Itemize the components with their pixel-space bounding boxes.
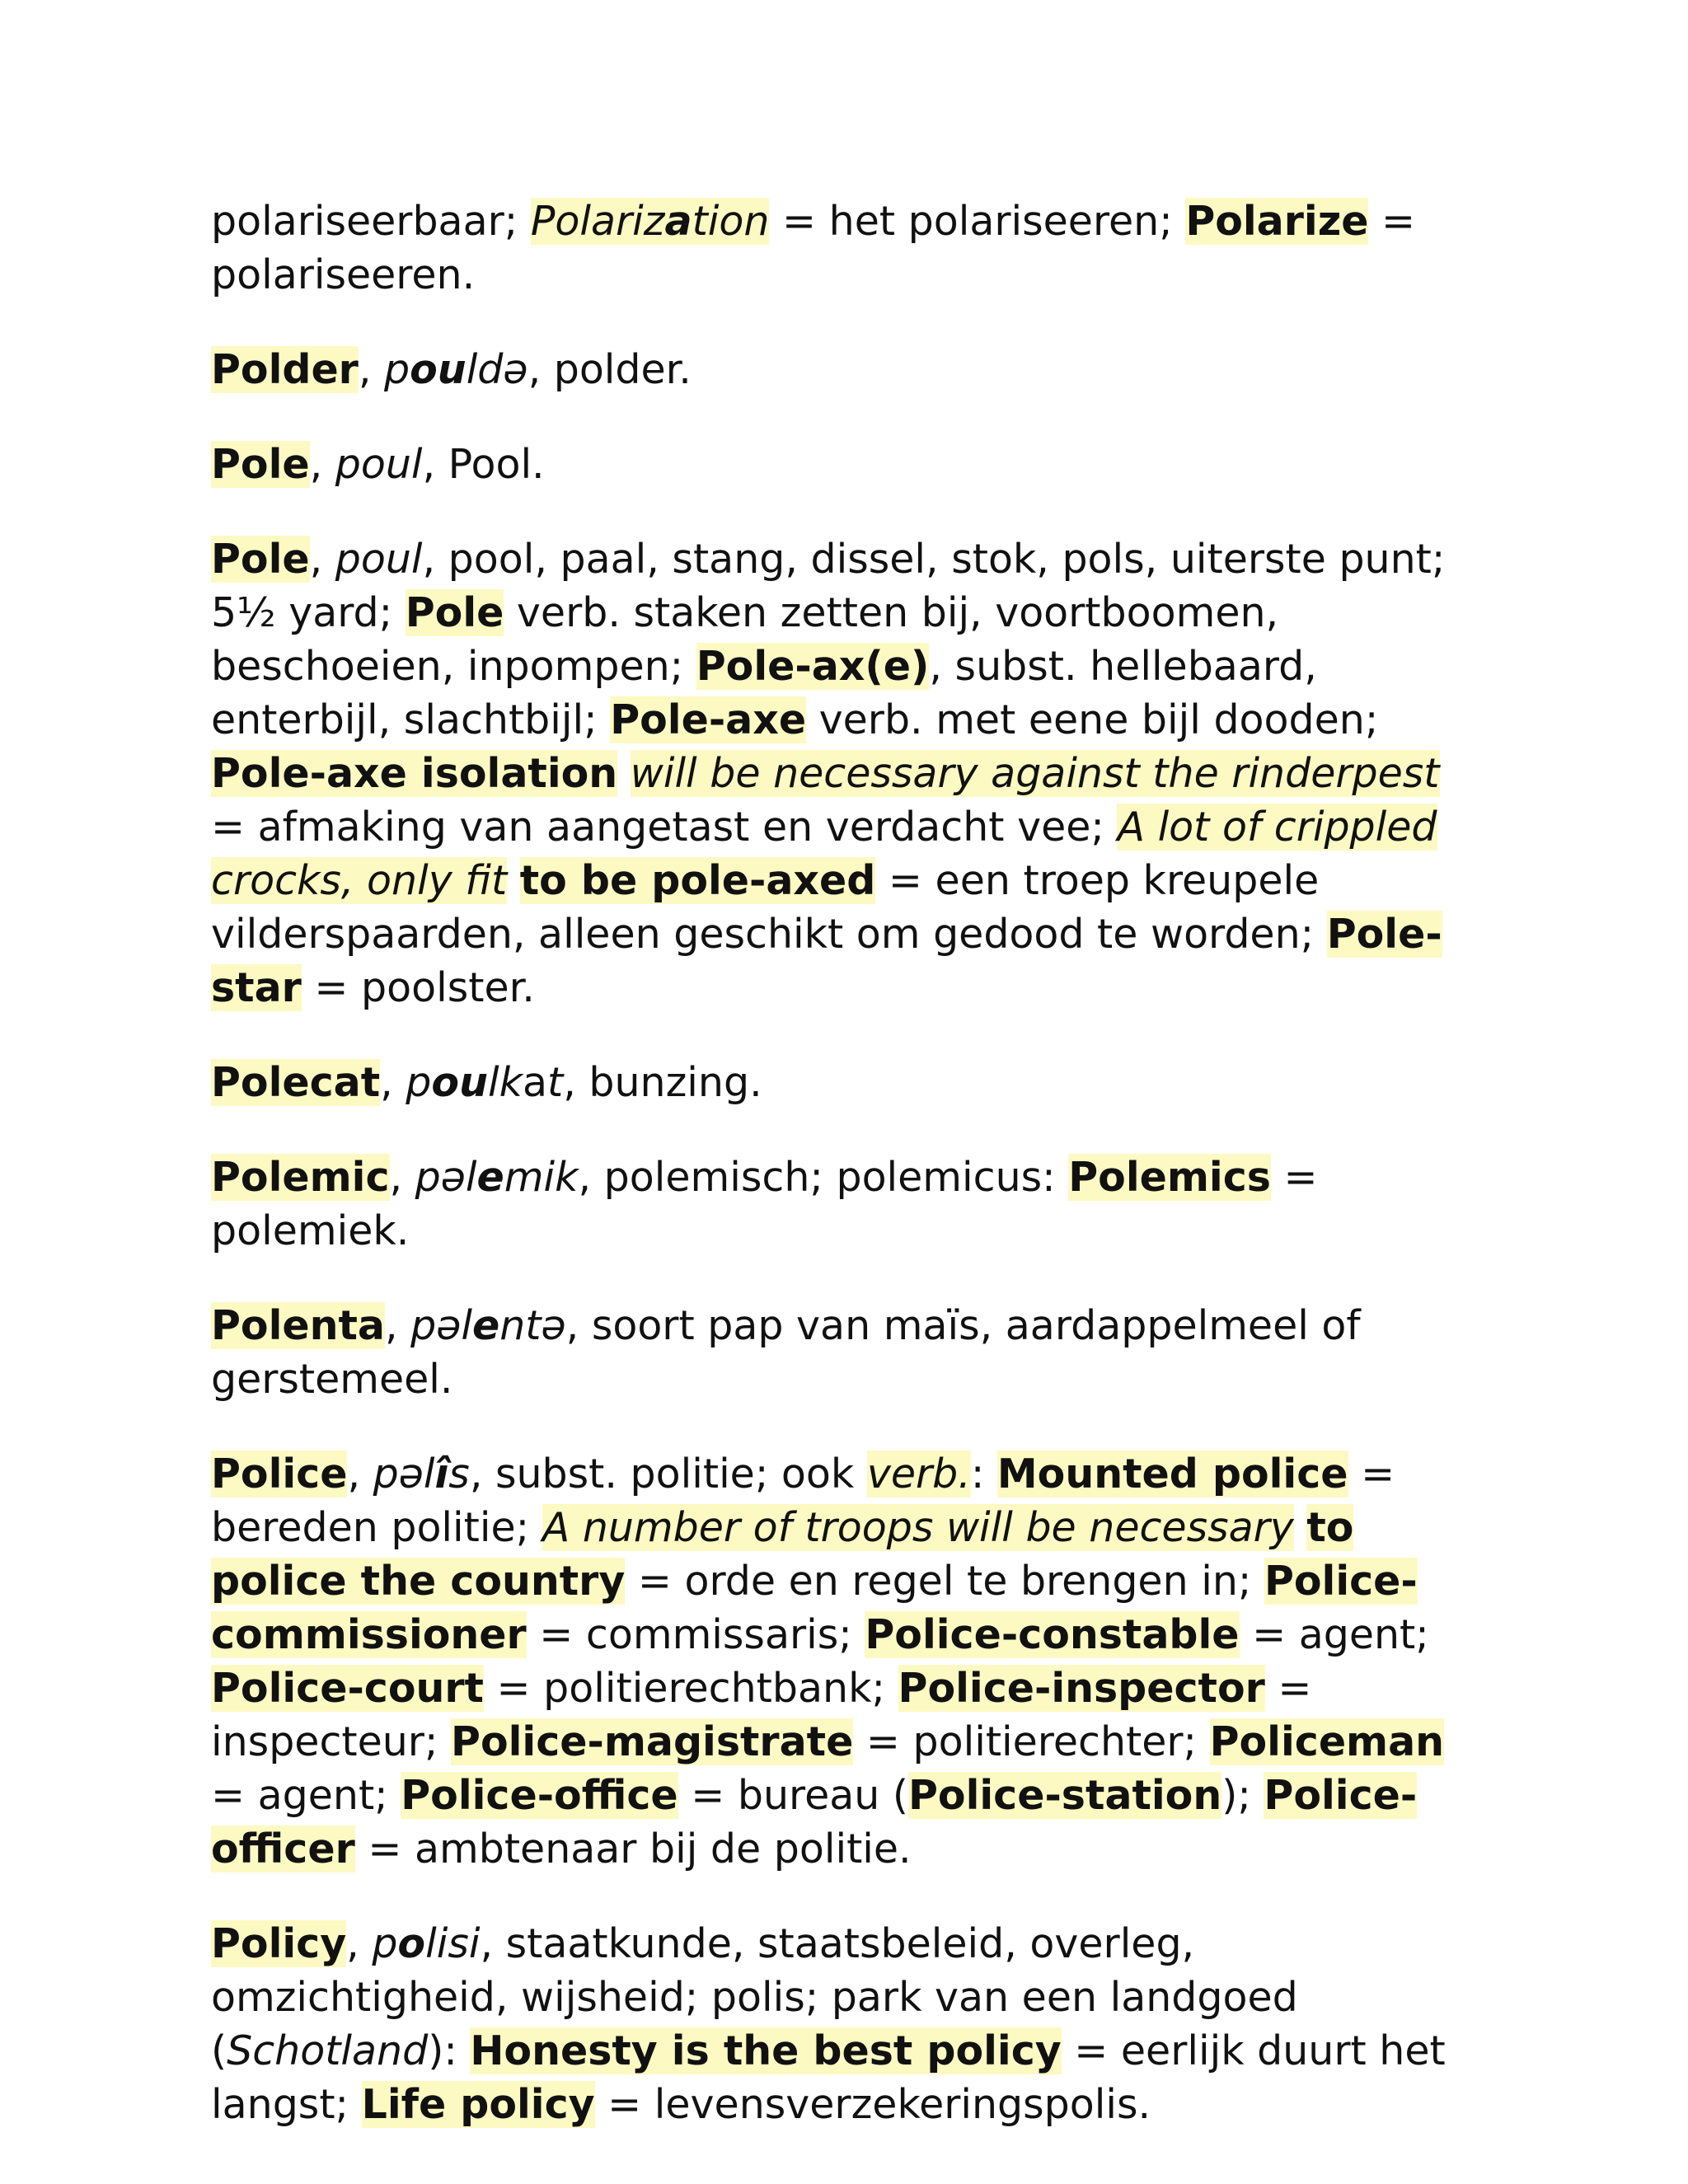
dictionary-entry xyxy=(211,1299,1480,1406)
pronunciation: pəl xyxy=(410,1302,473,1349)
entry-text: = orde en regel te brengen in; xyxy=(625,1558,1264,1605)
entry-text: , xyxy=(389,1154,415,1201)
pronunciation: p xyxy=(406,1059,432,1106)
pronunciation: ntə xyxy=(499,1302,566,1349)
headword: Pole xyxy=(211,441,310,488)
entry-text: , subst. politie; ook xyxy=(469,1451,867,1497)
example-phrase: verb. xyxy=(866,1451,971,1497)
headword: Police-station xyxy=(908,1772,1222,1819)
headword: Policeman xyxy=(1209,1718,1445,1765)
entry-text: = polariseeren. xyxy=(211,198,1416,298)
headword: Polarize xyxy=(1185,198,1369,245)
entry-text: , Pool. xyxy=(422,441,545,488)
pronunciation: t xyxy=(547,1059,564,1106)
pronunciation: Schotland xyxy=(227,2027,429,2074)
entry-text: = commissaris; xyxy=(526,1611,865,1658)
entry-text: , subst. hellebaard, enterbijl, slachtbijl; xyxy=(211,643,1317,743)
pronunciation: pəl xyxy=(415,1154,477,1201)
entry-text: verb. met eene bijl dooden; xyxy=(806,696,1379,743)
pronunciation: î xyxy=(434,1451,449,1497)
entry-text: = levensverzekeringspolis. xyxy=(594,2081,1151,2128)
entry-text: , xyxy=(384,1302,411,1349)
pronunciation: s xyxy=(448,1451,470,1497)
headword: Polecat xyxy=(211,1059,381,1106)
dictionary-entry xyxy=(211,1056,1480,1109)
entry-text: = afmaking van aangetast en verdacht vee; xyxy=(211,804,1118,851)
headword: to be pole-axed xyxy=(519,857,876,904)
headword: Policy xyxy=(211,1920,347,1967)
pronunciation: ou xyxy=(431,1059,488,1106)
pronunciation: p xyxy=(372,1920,398,1967)
pronunciation: poul xyxy=(335,536,423,583)
dictionary-entry xyxy=(211,532,1480,1015)
entry-text: , xyxy=(309,441,335,488)
headword: Honesty is the best policy xyxy=(470,2027,1062,2074)
headword: Pole xyxy=(211,536,310,583)
entry-text: : xyxy=(970,1451,997,1497)
headword: Police-officer xyxy=(211,1772,1418,1872)
headword: Life policy xyxy=(361,2081,595,2128)
headword: Pole-axe xyxy=(610,696,807,743)
entry-text: = bureau ( xyxy=(678,1772,908,1819)
example-phrase: A number of troops will be necessary xyxy=(542,1504,1294,1551)
headword: to police the country xyxy=(211,1504,1354,1605)
entry-text xyxy=(1294,1504,1307,1551)
headword: Polemic xyxy=(211,1154,390,1201)
pronunciation: e xyxy=(472,1302,500,1349)
entry-text: = een troep kreupele vilderspaarden, alleen geschikt om gedood te worden; xyxy=(211,857,1327,958)
dictionary-entry xyxy=(211,194,1480,302)
entry-text: , polder. xyxy=(528,346,692,393)
dictionary-page xyxy=(211,194,1480,2172)
entry-text: , xyxy=(358,346,385,393)
headword: Polenta xyxy=(211,1302,385,1349)
example-phrase: tion xyxy=(692,198,770,245)
dictionary-entry xyxy=(211,438,1480,491)
pronunciation: lk xyxy=(487,1059,523,1106)
entry-text: , bunzing. xyxy=(563,1059,762,1106)
entry-text: ); xyxy=(1221,1772,1264,1819)
entry-text: = het polariseeren; xyxy=(769,198,1186,245)
dictionary-entry xyxy=(211,343,1480,396)
pronunciation: ldə xyxy=(466,346,528,393)
headword: a xyxy=(664,198,692,245)
pronunciation: mik xyxy=(504,1154,579,1201)
headword: Police-constable xyxy=(865,1611,1240,1658)
entry-text: a xyxy=(522,1059,547,1106)
entry-text: = ambtenaar bij de politie. xyxy=(354,1825,912,1872)
entry-text: , xyxy=(347,1451,373,1497)
pronunciation: poul xyxy=(335,441,423,488)
headword: Police xyxy=(211,1451,348,1497)
headword: Pole-ax(e) xyxy=(696,643,930,690)
entry-text: , xyxy=(346,1920,373,1967)
headword: Police-office xyxy=(401,1772,678,1819)
entry-text: , soort pap van maïs, aardappelmeel of gerstemeel. xyxy=(211,1302,1361,1403)
entry-text: , pool, paal, stang, dissel, stok, pols, uiterste punt; 5½ yard; xyxy=(211,536,1446,636)
entry-text: = inspecteur; xyxy=(211,1665,1312,1765)
headword: Pole-axe isolation xyxy=(211,750,618,797)
headword: Police-magistrate xyxy=(451,1718,854,1765)
entry-text: = poolster. xyxy=(301,964,535,1011)
headword: Pole-star xyxy=(211,911,1442,1011)
pronunciation: e xyxy=(476,1154,504,1201)
pronunciation: p xyxy=(384,346,410,393)
entry-text: = politierechter; xyxy=(853,1718,1210,1765)
example-phrase: A lot of crippled crocks, only fit xyxy=(211,804,1437,904)
entry-text: = politierechtbank; xyxy=(483,1665,898,1712)
pronunciation: pəl xyxy=(373,1451,435,1497)
pronunciation: o xyxy=(397,1920,426,1967)
headword: Polemics xyxy=(1068,1154,1271,1201)
entry-text: , xyxy=(309,536,335,583)
entry-text: = polemiek. xyxy=(211,1154,1318,1254)
headword: Pole xyxy=(405,589,504,636)
headword: Police-commissioner xyxy=(211,1558,1418,1658)
headword: Mounted police xyxy=(996,1451,1348,1497)
entry-text xyxy=(507,857,520,904)
entry-text: verb. staken zetten bij, voortboomen, beschoeien, inpompen; xyxy=(211,589,1279,690)
dictionary-entry xyxy=(211,1447,1480,1876)
example-phrase: will be necessary against the rinderpest xyxy=(630,750,1440,797)
dictionary-entry xyxy=(211,1917,1480,2131)
entry-text: = eerlijk duurt het langst; xyxy=(211,2027,1446,2128)
entry-text: , polemisch; polemicus: xyxy=(578,1154,1069,1201)
pronunciation: lisi xyxy=(425,1920,481,1967)
entry-text: , staatkunde, staatsbeleid, overleg, omzichtigheid, wijsheid; polis; park van een landgoed ( xyxy=(211,1920,1298,2074)
entry-text: ): xyxy=(428,2027,471,2074)
headword: Police-court xyxy=(211,1665,484,1712)
entry-text: = agent; xyxy=(1239,1611,1429,1658)
entry-text: = agent; xyxy=(211,1772,401,1819)
entry-text: , xyxy=(380,1059,406,1106)
pronunciation: ou xyxy=(410,346,467,393)
entry-text: = bereden politie; xyxy=(211,1451,1395,1551)
entry-text: polariseerbaar; xyxy=(211,198,531,245)
example-phrase: Polariz xyxy=(530,198,665,245)
headword: Police-inspector xyxy=(898,1665,1265,1712)
entry-text xyxy=(617,750,631,797)
headword: Polder xyxy=(211,346,359,393)
dictionary-entry xyxy=(211,1151,1480,1258)
